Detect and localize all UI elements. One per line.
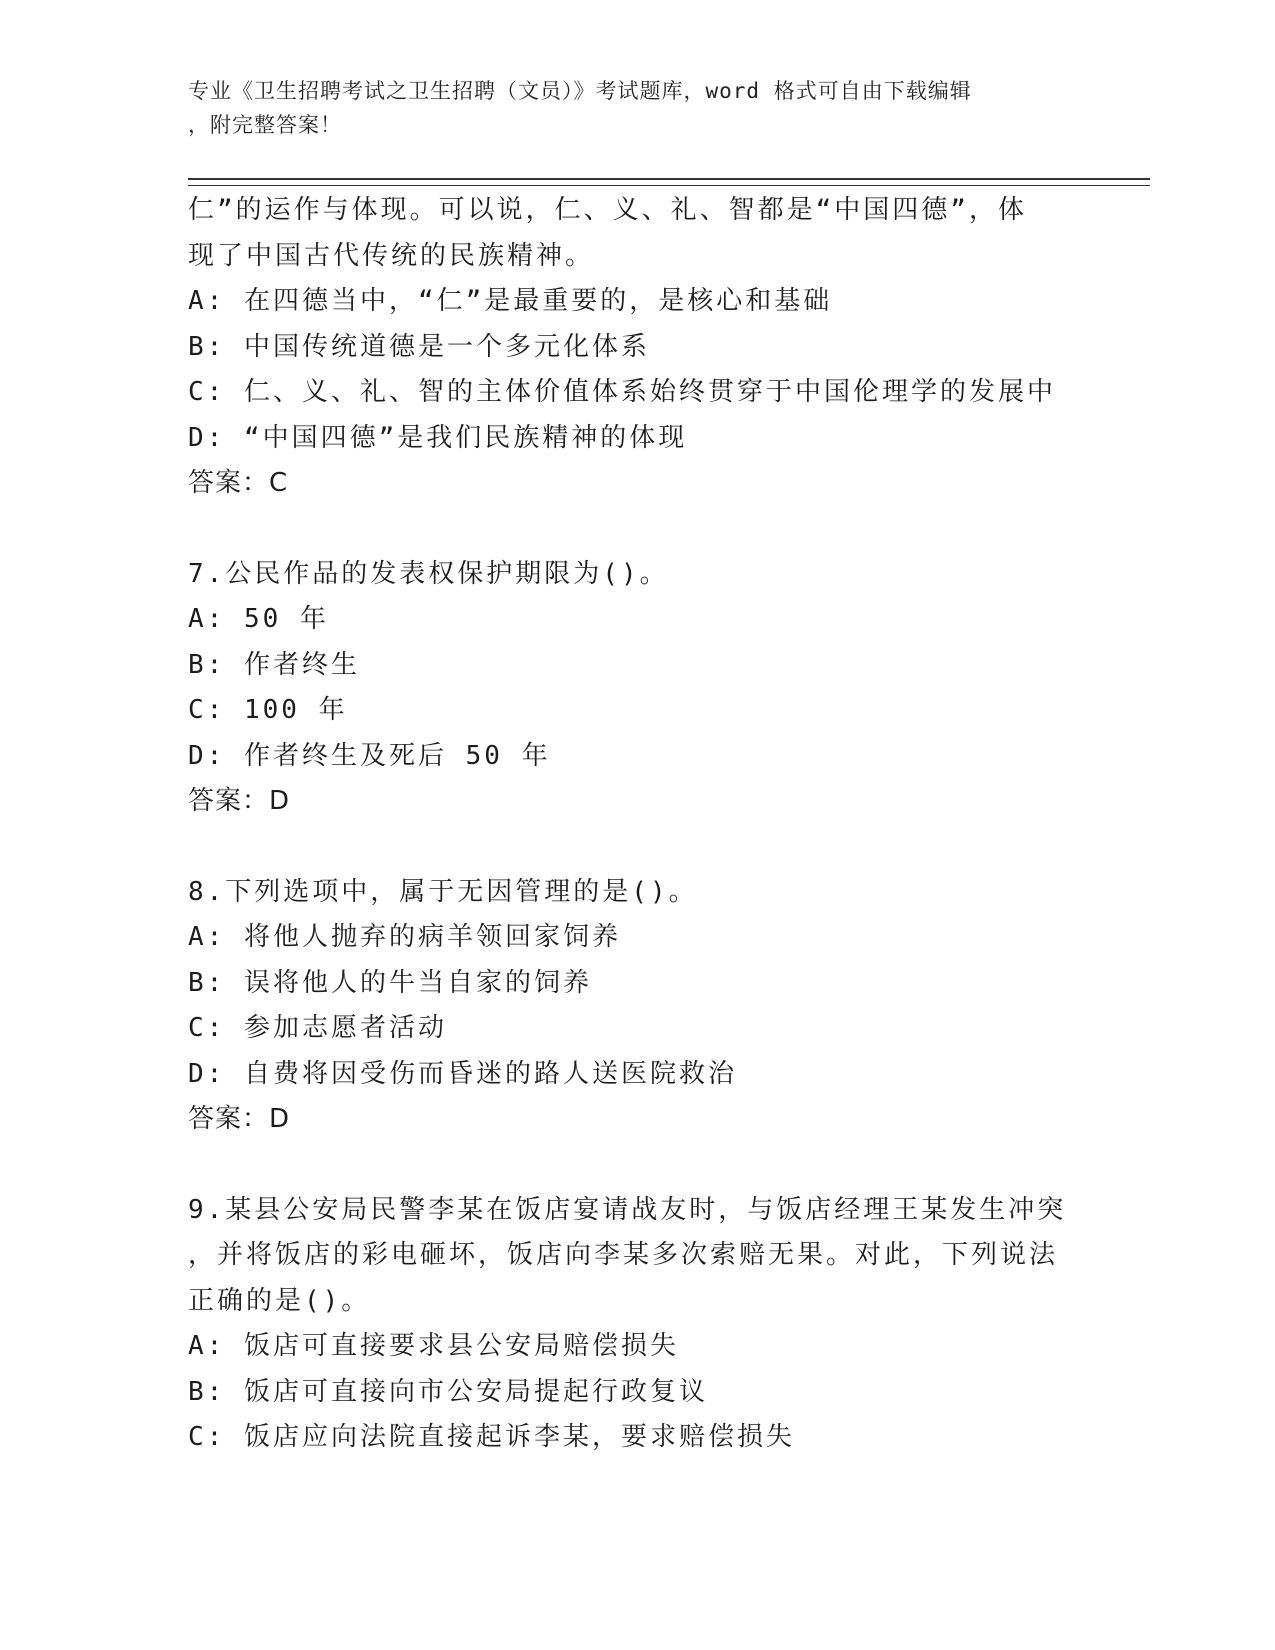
option-c: C: 仁、义、礼、智的主体价值体系始终贯穿于中国伦理学的发展中 xyxy=(188,377,1056,407)
answer-line: 答案：C xyxy=(188,468,289,498)
document-header xyxy=(188,74,1068,142)
question-stem-line: 仁”的运作与体现。可以说，仁、义、礼、智都是“中国四德”，体 xyxy=(188,195,1027,225)
option-c: C: 饭店应向法院直接起诉李某，要求赔偿损失 xyxy=(188,1422,795,1452)
option-b: B: 中国传统道德是一个多元化体系 xyxy=(188,331,650,362)
question-stem-line: 7.公民作品的发表权保护期限为()。 xyxy=(188,558,669,589)
option-c: C: 100 年 xyxy=(188,695,348,725)
question-stem-line: 9.某县公安局民警李某在饭店宴请战友时，与饭店经理王某发生冲突 xyxy=(188,1194,1067,1225)
header-line-1: 专业《卫生招聘考试之卫生招聘（文员）》考试题库，word 格式可自由下载编辑 xyxy=(188,79,972,103)
question-7 xyxy=(188,552,1068,825)
question-stem-line: 正确的是()。 xyxy=(188,1285,371,1316)
question-stem-line: 现了中国古代传统的民族精神。 xyxy=(188,240,595,271)
answer-line: 答案：D xyxy=(188,786,291,816)
option-c: C: 参加志愿者活动 xyxy=(188,1013,447,1043)
header-divider xyxy=(188,178,1150,186)
option-d: D: 作者终生及死后 50 年 xyxy=(188,740,551,771)
question-content xyxy=(188,188,1068,1461)
option-b: B: 饭店可直接向市公安局提起行政复议 xyxy=(188,1376,708,1407)
option-d: D: 自费将因受伤而昏迷的路人送医院救治 xyxy=(188,1058,737,1089)
question-stem-line: 8.下列选项中，属于无因管理的是()。 xyxy=(188,876,698,907)
question-6-continued xyxy=(188,188,1068,507)
option-a: A: 在四德当中，“仁”是最重要的，是核心和基础 xyxy=(188,286,833,316)
header-line-2: ，附完整答案！ xyxy=(188,113,342,137)
option-a: A: 将他人抛弃的病羊领回家饲养 xyxy=(188,922,621,952)
question-8 xyxy=(188,870,1068,1143)
option-d: D: “中国四德”是我们民族精神的体现 xyxy=(188,422,688,453)
option-a: A: 饭店可直接要求县公安局赔偿损失 xyxy=(188,1331,679,1361)
option-b: B: 误将他人的牛当自家的饲养 xyxy=(188,967,592,998)
question-stem-line: ，并将饭店的彩电砸坏，饭店向李某多次索赔无果。对此，下列说法 xyxy=(188,1240,1059,1270)
answer-line: 答案：D xyxy=(188,1104,291,1134)
question-9 xyxy=(188,1188,1068,1461)
option-a: A: 50 年 xyxy=(188,604,329,634)
option-b: B: 作者终生 xyxy=(188,649,360,680)
